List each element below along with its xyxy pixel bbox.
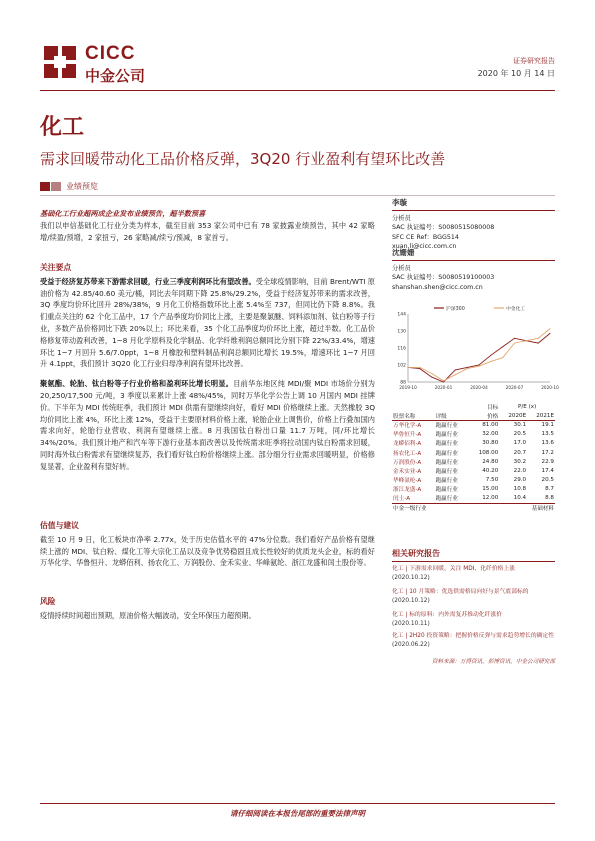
pe-2021e-cell: 13.5 — [541, 431, 554, 438]
key-point-2 — [40, 378, 375, 472]
risk-text: 疫情持续时间超出预期，原油价格大幅波动，安全环保压力超预期。 — [40, 610, 256, 620]
data-point — [538, 343, 539, 344]
tag-divider — [40, 195, 555, 196]
series-line-2 — [408, 329, 550, 381]
intro-text: 我们以申信基础化工行业分类为样本，截至目前 353 家公司中已有 78 家披露业绩预告，其中 42 家略增/续盈/预增，2 家扭亏，26 家略减/续亏/预减，8 家首亏。 — [40, 220, 375, 242]
data-point — [443, 382, 444, 383]
table-row — [392, 476, 555, 485]
rating-cell: 跑赢行业 — [435, 450, 458, 457]
key-point-2-lead: 聚氨酯、轮胎、钛白粉等子行业价格和盈利环比增长明显。 — [40, 379, 234, 389]
tag-marker-icon — [40, 182, 50, 191]
pe-2021e-cell: 17.4 — [541, 467, 554, 474]
data-point — [479, 366, 480, 367]
key-point-2-text: 目前华东地区纯 MDI/聚 MDI 市场价分别为 20,250/17,500 元/吨，3 季度以来累计上涨 48%/45%，同时万华化学公告上调 10 月国内 MDI 挂牌价。下半年为 MDI 传统旺季，我们预计 MDI 供需有望继续向好，看好 MDI 价格继续上涨。天然橡胶 3Q 均价同比上涨 4%，环比上涨 12%，受益于主要原材料价格上涨，轮胎企业上调售价，价格上行叠加国内需求向好，轮胎行业营收、利润有望继续上涨。8 月我国钛白粉出口量 11.7 万吨，同/环比增长 34%/20%。我们预计地产和汽车等下游行业基本面改善以及传统需求旺季将拉动国内钛白粉需求回暖，同时海外钛白粉需求有望继续复苏，我们看好钛白粉价格继续上涨。部分细分行业需求回暖明显，价格修复显著，企业盈利有望好转。 — [40, 379, 375, 471]
stock-name-cell[interactable]: 华峰氨纶-A — [393, 478, 422, 485]
rating-cell: 跑赢行业 — [435, 468, 458, 475]
footer-industry-label: 中金一级行业 — [393, 505, 427, 512]
pe-2021e-cell: 8.7 — [545, 486, 554, 493]
data-point — [467, 367, 468, 368]
table-row — [392, 420, 555, 429]
table-header — [392, 411, 555, 420]
col-header-2020e: 2020E — [508, 412, 527, 419]
data-point — [467, 368, 468, 369]
related-report-date: (2020.10.12) — [392, 598, 430, 604]
valuation-title: 估值与建议 — [40, 521, 79, 530]
key-point-1 — [40, 276, 375, 370]
stock-name-cell[interactable]: 闰土-A — [393, 496, 411, 503]
data-point — [502, 357, 503, 358]
y-tick-label: 144 — [397, 312, 406, 318]
logo-text-en: CICC — [85, 43, 136, 64]
data-point — [419, 368, 420, 369]
pe-2020e-cell: 30.1 — [513, 422, 527, 429]
performance-chart — [392, 302, 559, 394]
related-report-title[interactable]: 化工 | 下游需求回暖，关注 MDI、化纤价格上涨 — [392, 566, 516, 572]
legend-label: 沪深300 — [446, 307, 465, 312]
analyst-divider — [392, 210, 555, 211]
valuation-text: 截至 10 月 9 日，化工板块市净率 2.77x，处于历史估值水平的 47%分位数。我们看好产品价格有望继续上涨的 MDI、钛白粉、煤化工等大宗化工品以及竞争优势稳固且成长性较好的优质龙头企业，标的看好万华化学、华鲁恒升、龙蟒佰利、扬农化工、万润股份、金禾实业、华峰氨纶、浙江龙盛和闰土股份等。 — [40, 534, 375, 568]
related-report-4[interactable] — [392, 632, 555, 650]
col-header-price: 价格 — [487, 413, 499, 420]
valuation-section — [40, 520, 375, 569]
related-report-3[interactable] — [392, 611, 555, 629]
analyst-divider — [392, 260, 555, 261]
target-price-cell: 81.00 — [482, 422, 499, 429]
data-point — [455, 369, 456, 370]
analyst-email[interactable]: xuan.li@cicc.com.cn — [392, 243, 457, 250]
table-footer — [392, 503, 555, 512]
intro-lead: 基础化工行业超两成企业发布业绩预告，超半数预喜 — [40, 209, 206, 218]
related-report-2[interactable] — [392, 588, 555, 606]
table-row — [392, 439, 555, 448]
cicc-logo-icon — [42, 44, 78, 80]
report-date: 2020 年 10 月 14 日 — [477, 69, 555, 78]
pe-2021e-cell: 8.8 — [545, 495, 554, 502]
table-row — [392, 466, 555, 475]
related-divider — [392, 561, 555, 562]
rating-cell: 跑赢行业 — [435, 496, 458, 503]
table-top-header — [392, 402, 555, 411]
analyst-sac: SAC 执证编号：S0080515080008 — [392, 224, 495, 231]
rating-cell: 跑赢行业 — [435, 459, 458, 466]
data-point — [431, 373, 432, 374]
risk-section — [40, 596, 375, 622]
y-tick-label: 116 — [397, 346, 406, 352]
risk-title: 风险 — [40, 597, 56, 606]
stock-name-cell[interactable]: 万润股份-A — [393, 459, 422, 466]
data-point — [431, 377, 432, 378]
related-report-1[interactable] — [392, 565, 555, 583]
stock-name-cell[interactable]: 金禾实业-A — [393, 468, 422, 475]
data-point — [419, 367, 420, 368]
analyst-role: 分析员 — [392, 214, 411, 222]
col-header-name: 股票名称 — [393, 413, 416, 420]
data-point — [550, 328, 551, 329]
data-point — [490, 355, 491, 356]
target-price-cell: 40.20 — [482, 467, 499, 474]
legend-label: 中金化工 — [506, 307, 526, 312]
target-price-cell: 15.00 — [482, 486, 499, 493]
pe-2021e-cell: 17.2 — [541, 449, 554, 456]
x-tick-label: 2020-10 — [541, 385, 559, 390]
pe-2020e-cell: 20.5 — [513, 431, 527, 438]
pe-2021e-cell: 20.5 — [541, 477, 554, 484]
target-price-cell: 108.00 — [478, 449, 499, 456]
table-row — [392, 485, 555, 494]
target-price-cell: 7.50 — [485, 477, 499, 484]
footer-industry-value: 基础材料 — [531, 505, 554, 512]
x-tick-label: 2019-10 — [399, 385, 417, 390]
header-divider — [40, 90, 555, 91]
data-point — [490, 361, 491, 362]
stock-name-cell[interactable]: 浙江龙盛-A — [393, 487, 422, 494]
logo-text-cn: 中金公司 — [85, 67, 146, 85]
legal-disclaimer: 请仔细阅读在本报告尾部的重要法律声明 — [230, 809, 365, 818]
table-row — [392, 494, 555, 503]
pe-2020e-cell: 22.0 — [513, 467, 527, 474]
target-price-cell: 24.80 — [482, 458, 499, 465]
rating-cell: 跑赢行业 — [435, 487, 458, 494]
table-row — [392, 457, 555, 466]
x-tick-label: 2020-04 — [470, 385, 488, 390]
analyst-1 — [392, 198, 555, 252]
col-header-target: 目标 — [487, 404, 499, 411]
related-report-title[interactable]: 化工 | 10 月策略：优选供需格局向好与景气底部标的 — [392, 589, 529, 595]
data-point — [408, 367, 409, 368]
related-report-date: (2020.10.11) — [392, 621, 430, 627]
stock-name-cell[interactable]: 扬农化工-A — [393, 450, 422, 457]
col-header-rating: 评级 — [435, 413, 447, 420]
y-tick-label: 130 — [397, 329, 406, 335]
table-row — [392, 448, 555, 457]
rating-cell: 跑赢行业 — [435, 423, 458, 430]
x-tick-label: 2020-07 — [505, 385, 524, 390]
analyst-role: 分析员 — [392, 264, 411, 272]
analyst-2 — [392, 248, 555, 292]
related-report-title[interactable]: 化工 | 2H20 投资策略：把握价格反弹与需求趋势增长的确定性 — [392, 633, 555, 639]
analyst-sfc: SFC CE Ref：BGG514 — [392, 233, 459, 241]
series-line-1 — [408, 333, 550, 382]
intro-section — [40, 208, 375, 243]
stock-name-cell[interactable]: 龙蟒佰利-A — [393, 441, 422, 448]
report-headline: 需求回暖带动化工品价格反弹，3Q20 行业盈利有望环比改善 — [40, 150, 446, 168]
analyst-email[interactable]: shanshan.shen@cicc.com.cn — [392, 283, 483, 291]
table-row — [392, 430, 555, 439]
document-type: 证券研究报告 — [513, 57, 555, 65]
data-point — [550, 333, 551, 334]
key-point-1-text: 受全球疫情影响，目前 Brent/WTI 原油价格为 42.85/40.60 美元/桶，同比去年同期下降 25.8%/29.2%，受益于经济复苏带来的需求改善，3Q 季度均价环比回升 28%/38%，9 月化工价格指数环比上涨 5.4%至 737，但同比仍下降 8.8%。我们重点关注的 62 个化工品中，17 个产品季度均价同比上涨，主要是聚氯醚、饲料添加剂、钛白粉等子行业，多数产品价格同比下跌 20%以上；环比来看，35 个化工品季度均价环比上涨，超过半数。化工品价格修复带动盈利改善，1~8 月化学原料及化学制品、化学纤维利润总额同比分别下降 22%/33.4%，增速环比 1~7 月回升 5.6/7.0ppt，1~8 月橡胶和塑料制品利润总额同比增长 19.5%，增速环比 1~7 月回升 4.1ppt，我们预计 3Q20 化工行业归母净利润有望环比改善。 — [40, 276, 375, 369]
pe-2020e-cell: 10.8 — [513, 486, 527, 493]
related-report-date: (2020.06.22) — [392, 642, 430, 648]
related-reports-title: 相关研究报告 — [392, 549, 440, 558]
target-price-cell: 12.00 — [482, 495, 499, 502]
data-point — [479, 365, 480, 366]
related-report-title[interactable]: 化工 | 标的原料：内外需复苏推动化纤涨价 — [392, 612, 502, 618]
key-points-section — [40, 262, 375, 473]
target-price-cell: 30.80 — [482, 440, 499, 447]
col-header-pe: P/E (x) — [518, 403, 537, 410]
pe-2021e-cell: 22.9 — [541, 458, 554, 465]
data-point — [526, 340, 527, 341]
data-point — [514, 338, 515, 339]
analyst-name: 李璇 — [392, 198, 407, 207]
rating-cell: 跑赢行业 — [435, 478, 458, 485]
data-point — [455, 374, 456, 375]
pe-2020e-cell: 17.0 — [513, 440, 527, 447]
analyst-name: 沈姗姗 — [392, 248, 415, 257]
rating-cell: 跑赢行业 — [435, 432, 458, 439]
pe-2020e-cell: 10.4 — [513, 495, 527, 502]
recommendation-table — [392, 402, 555, 512]
source-note: 资料来源：万得资讯，彭博资讯，中金公司研究部 — [431, 659, 555, 665]
data-point — [443, 380, 444, 381]
key-point-1-lead: 受益于经济复苏带来下游需求回暖，行业三季度利润环比有望改善。 — [40, 276, 256, 286]
pe-2020e-cell: 29.0 — [513, 477, 527, 484]
recommendation-table-wrap — [392, 402, 555, 512]
sector-title: 化工 — [40, 115, 85, 140]
data-point — [514, 343, 515, 344]
data-point — [502, 346, 503, 347]
key-points-title: 关注要点 — [40, 263, 72, 272]
pe-2020e-cell: 30.2 — [513, 458, 527, 465]
target-price-cell: 32.00 — [482, 431, 499, 438]
y-tick-label: 88 — [400, 380, 406, 386]
y-tick-label: 102 — [397, 363, 406, 369]
stock-name-cell[interactable]: 华鲁恒升-A — [393, 432, 422, 439]
pe-2021e-cell: 13.6 — [541, 440, 554, 447]
x-tick-label: 2020-01 — [434, 385, 453, 390]
data-point — [538, 338, 539, 339]
rating-cell: 跑赢行业 — [435, 441, 458, 448]
col-header-2021e: 2021E — [536, 412, 554, 419]
report-tag: 业绩预览 — [66, 182, 98, 191]
related-report-date: (2020.10.12) — [392, 575, 430, 581]
analyst-sac: SAC 执证编号：S0080519100003 — [392, 274, 495, 281]
stock-name-cell[interactable]: 万华化学-A — [393, 423, 422, 430]
pe-2021e-cell: 19.1 — [541, 422, 554, 429]
tag-marker-icon-light — [51, 182, 61, 191]
footer-divider — [40, 803, 555, 804]
pe-2020e-cell: 20.7 — [513, 449, 527, 456]
